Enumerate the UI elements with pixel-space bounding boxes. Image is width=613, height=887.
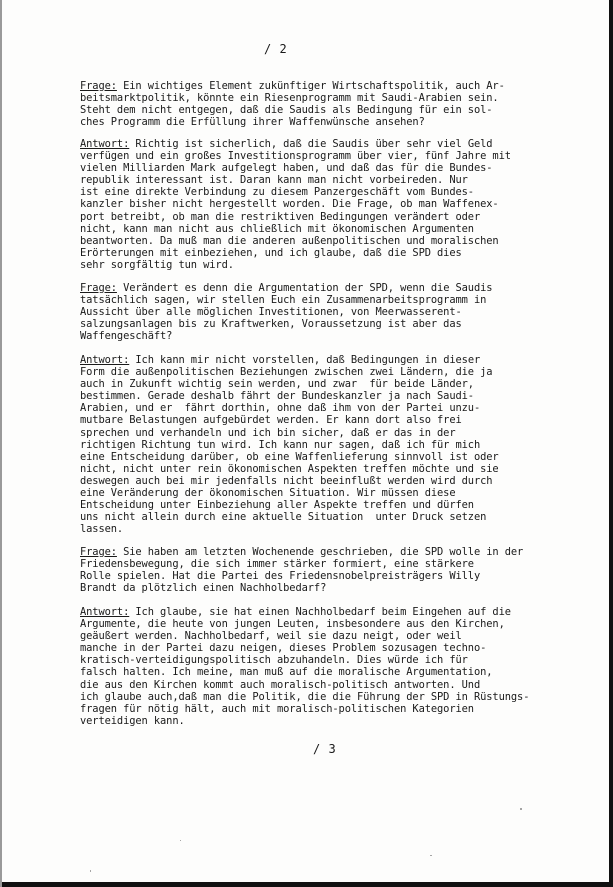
line-text: richtigen Richtung tun wird. Ich kann nur sagen, daß ich für mich: [80, 438, 481, 451]
line-text: bestimmen. Gerade deshalb fährt der Bundeskanzler ja nach Saudi-: [80, 390, 474, 403]
line-text: kratisch-verteidigungspolitisch abzuhandeln. Dies würde ich für: [80, 654, 468, 667]
line-text: nicht, kann man nicht aus chließlich mit ökonomischen Argumenten: [80, 222, 474, 235]
text-line: [80, 223, 600, 235]
line-text: Ich kann mir nicht vorstellen, daß Bedingungen in dieser: [129, 354, 481, 366]
text-line: [80, 606, 600, 618]
line-text: die aus den Kirchen kommt auch moralisch-politisch antworten. Und: [80, 678, 481, 691]
text-line: [80, 427, 600, 439]
answer-block: [80, 138, 600, 271]
line-text: sprechen und verhandeln und ich bin sicher, daß er das in der: [80, 426, 456, 439]
line-text: Ich glaube, sie hat einen Nachholbedarf beim Eingehen auf die: [129, 606, 511, 618]
line-text: lassen.: [80, 523, 124, 536]
line-text: beitsmarktpolitik, könnte ein Riesenprogramm mit Saudi-Arabien sein.: [80, 92, 499, 105]
text-line: [80, 92, 600, 104]
line-text: deswegen auch bei mir jedenfalls nicht beeinflußt werden wird durch: [80, 474, 493, 487]
speaker-label: Frage:: [80, 546, 117, 558]
speaker-label: Frage:: [80, 80, 117, 92]
text-line: [80, 318, 600, 330]
text-line: [80, 666, 600, 678]
text-line: [80, 306, 600, 318]
scan-speck: [180, 840, 181, 841]
text-line: [80, 174, 600, 186]
line-text: eine Veränderung der ökonomischen Situation. Wir müssen diese: [80, 487, 456, 500]
text-line: [80, 463, 600, 475]
text-line: [80, 330, 600, 342]
scan-speck: [90, 870, 91, 872]
text-line: [80, 259, 600, 271]
line-text: Richtig ist sicherlich, daß die Saudis über sehr viel Geld: [129, 138, 493, 150]
line-text: kanzler bisher nicht hergestellt worden. Die Frage, ob man Waffenex-: [80, 198, 499, 211]
line-text: Ein wichtiges Element zukünftiger Wirtschaftspolitik, auch Ar-: [116, 80, 505, 92]
text-line: [80, 116, 600, 128]
speaker-label: Frage:: [80, 282, 117, 294]
text-line: [80, 582, 600, 594]
line-text: nicht, nicht unter rein ökonomischen Aspekten treffen möchte und sie: [80, 462, 499, 475]
text-line: [80, 138, 600, 150]
text-line: [80, 211, 600, 223]
text-line: [80, 80, 600, 92]
question-block: [80, 282, 600, 342]
text-line: [80, 354, 600, 366]
page-number-bottom: / 3: [313, 742, 337, 756]
line-text: Rolle spielen. Hat die Partei des Friedensnobelpreisträgers Willy: [80, 570, 481, 583]
question-block: [80, 80, 600, 128]
text-line: [80, 414, 600, 426]
text-line: [80, 451, 600, 463]
text-line: [80, 499, 600, 511]
text-line: [80, 630, 600, 642]
text-line: [80, 558, 600, 570]
text-line: [80, 162, 600, 174]
text-line: [80, 402, 600, 414]
page-number-top: / 2: [264, 42, 288, 56]
line-text: Verändert es denn die Argumentation der SPD, wenn die Saudis: [116, 282, 493, 294]
line-text: Argumente, die heute von jungen Leuten, insbesondere aus den Kirchen,: [80, 618, 505, 631]
text-line: [80, 691, 600, 703]
line-text: geäußert werden. Nachholbedarf, weil sie dazu neigt, oder weil: [80, 630, 462, 643]
line-text: ches Programm die Erfüllung ihrer Waffenwünsche ansehen?: [80, 116, 425, 129]
line-text: uns nicht allein durch eine aktuelle Situation unter Druck setzen: [80, 511, 487, 524]
line-text: salzungsanlagen bis zu Kraftwerken, Voraussetzung ist aber das: [80, 318, 462, 331]
text-line: [80, 703, 600, 715]
text-line: [80, 523, 600, 535]
line-text: Entscheidung unter Einbeziehung aller Aspekte treffen und dürfen: [80, 499, 474, 512]
line-text: falsch halten. Ich meine, man muß auf die moralische Argumentation,: [80, 666, 493, 679]
text-line: [80, 247, 600, 259]
text-line: [80, 475, 600, 487]
line-text: mutbare Belastungen aufgebürdet werden. Er kann dort also frei: [80, 414, 462, 427]
line-text: auch in Zukunft wichtig sein werden, und zwar für beide Länder,: [80, 378, 474, 391]
line-text: Waffengeschäft?: [80, 330, 173, 343]
text-line: [80, 378, 600, 390]
scan-speck: [430, 855, 432, 856]
line-text: Brandt da plötzlich einen Nachholbedarf?: [80, 582, 327, 595]
line-text: Erörterungen mit einbeziehen, und ich glaube, daß die SPD dies: [80, 246, 462, 259]
text-line: [80, 487, 600, 499]
text-line: [80, 294, 600, 306]
line-text: eine Entscheidung darüber, ob eine Waffenlieferung sinnvoll ist oder: [80, 450, 499, 463]
question-block: [80, 546, 600, 594]
speaker-label: Antwort:: [80, 606, 130, 618]
line-text: sehr sorgfältig tun wird.: [80, 258, 234, 271]
scan-edge: [0, 0, 2, 887]
line-text: vielen Milliarden Mark aufgelegt haben, und daß das für die Bundes-: [80, 162, 493, 175]
line-text: beantworten. Da muß man die anderen außenpolitischen und moralischen: [80, 234, 499, 247]
line-text: ist eine direkte Verbindung zu diesem Panzergeschäft vom Bundes-: [80, 186, 474, 199]
scan-speck: [520, 808, 522, 810]
line-text: Arabien, und er fährt dorthin, ohne daß ihm von der Partei unzu-: [80, 402, 481, 415]
text-line: [80, 511, 600, 523]
text-line: [80, 642, 600, 654]
text-line: [80, 150, 600, 162]
line-text: ich glaube auch,daß man die Politik, die die Führung der SPD in Rüstungs-: [80, 690, 530, 703]
line-text: Steht dem nicht entgegen, daß die Saudis als Bedingung für ein sol-: [80, 104, 493, 117]
line-text: tatsächlich sagen, wir stellen Euch ein Zusammenarbeitsprogramm in: [80, 294, 487, 307]
text-line: [80, 570, 600, 582]
text-line: [80, 104, 600, 116]
line-text: verteidigen kann.: [80, 714, 185, 727]
text-line: [80, 546, 600, 558]
line-text: Friedensbewegung, die sich immer stärker formiert, eine stärkere: [80, 558, 474, 571]
line-text: Form die außenpolitischen Beziehungen zwischen zwei Ländern, die ja: [80, 366, 493, 379]
text-line: [80, 715, 600, 727]
text-line: [80, 186, 600, 198]
line-text: Aussicht über alle möglichen Investitionen, von Meerwasserent-: [80, 306, 462, 319]
line-text: port betreibt, ob man die restriktiven Bedingungen verändert oder: [80, 210, 481, 223]
text-line: [80, 618, 600, 630]
text-line: [80, 654, 600, 666]
line-text: fragen für nötig hält, auch mit moralisch-politischen Kategorien: [80, 702, 474, 715]
line-text: manche in der Partei dazu neigen, dieses Problem sozusagen techno-: [80, 642, 487, 655]
answer-block: [80, 354, 600, 535]
speaker-label: Antwort:: [80, 354, 130, 366]
line-text: Sie haben am letzten Wochenende geschrieben, die SPD wolle in der: [116, 546, 524, 558]
text-line: [80, 679, 600, 691]
text-line: [80, 366, 600, 378]
text-line: [80, 390, 600, 402]
line-text: verfügen und ein großes Investitionsprogramm über vier, fünf Jahre mit: [80, 150, 511, 163]
text-line: [80, 198, 600, 210]
answer-block: [80, 606, 600, 727]
text-line: [80, 235, 600, 247]
speaker-label: Antwort:: [80, 138, 130, 150]
line-text: republik interessant ist. Daran kann man nicht vorbeireden. Nur: [80, 174, 468, 187]
text-line: [80, 439, 600, 451]
text-line: [80, 282, 600, 294]
